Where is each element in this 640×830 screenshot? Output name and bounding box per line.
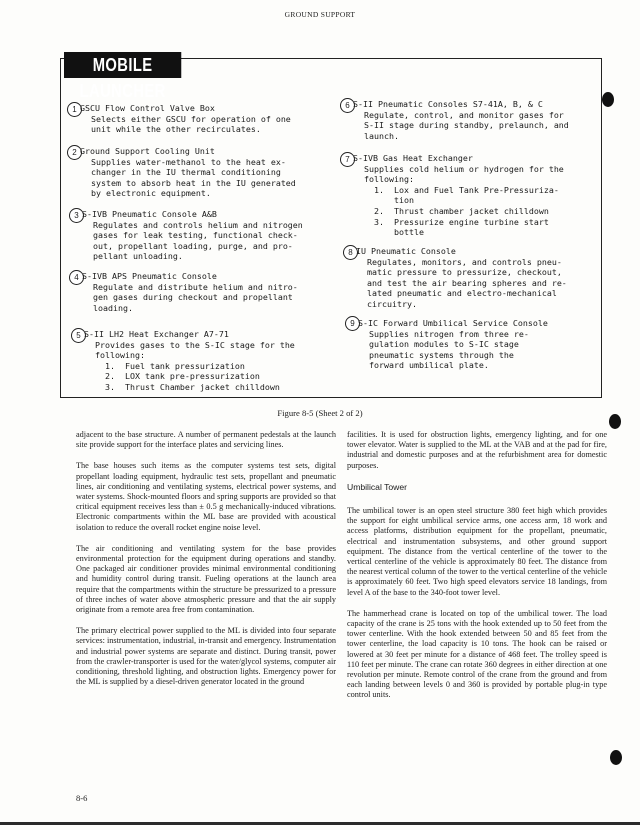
- item-line: out, propellant loading, purge, and pro-: [93, 240, 293, 251]
- figure-item-2: [80, 146, 296, 199]
- callout-number-1: 1: [67, 102, 82, 117]
- item-line: changer in the IU thermal conditioning: [91, 167, 281, 178]
- item-line: gulation modules to S-IC stage: [369, 339, 519, 350]
- body-right-column: [347, 430, 607, 712]
- callout-number-8: 8: [343, 245, 358, 260]
- callout-number-9: 9: [345, 316, 360, 331]
- item-line: gases for leak testing, functional check-: [93, 230, 298, 241]
- body-left-column: [76, 430, 336, 698]
- paragraph: The umbilical tower is an open steel structure 380 feet high which provides the support for eight umbilical service arms, one access arm, 18 work and access platforms, distribution equipment for the propellant, pneumatic, electrical and instrumentation subsystems, and other ground support equipment. The distance from the vertical centerline of the tower to the vertical centerline of the vehicle is approximately 80 feet. The distance from the nearest vertical column of the tower to the vertical centerline of the vehicle is approximately 60 feet. Two high speed elevators service 18 landings, from level A of the base to the 340-foot tower level.: [347, 506, 607, 597]
- page-number: 8-6: [76, 793, 88, 803]
- item-title: S-II Pneumatic Consoles S7-41A, B, & C: [353, 99, 543, 109]
- item-line: Supplies water-methanol to the heat ex-: [91, 156, 286, 167]
- item-line: following:: [95, 350, 145, 361]
- paragraph: facilities. It is used for obstruction lights, emergency lighting, and for one tower elevator. Water is supplied to the ML at the VAB and at the pad for fire, industrial and domestic purposes and at the refurbishment area for domestic purposes.: [347, 430, 607, 470]
- item-title: Ground Support Cooling Unit: [80, 146, 215, 156]
- item-title: S-IVB Gas Heat Exchanger: [353, 153, 473, 163]
- item-line: pellant unloading.: [93, 251, 183, 262]
- paragraph: The primary electrical power supplied to the ML is divided into four separate services: instrumentation, industrial, in-transit and emergency. Instrumentation and industrial power systems are separate and distinct. During transit, power from the crawler-transporter is used for the water/glycol systems, computer air conditioning, threshold lighting, and obstruction lights. Emergency power for the ML is supplied by a diesel-driven generator located in the ground: [76, 626, 336, 687]
- item-line: Supplies cold helium or hydrogen for the: [364, 163, 564, 174]
- item-title: S-II LH2 Heat Exchanger A7-71: [84, 329, 229, 339]
- item-line: and test the air bearing spheres and re-: [367, 277, 567, 288]
- callout-number-7: 7: [340, 152, 355, 167]
- binder-hole-mark: [610, 750, 622, 765]
- paragraph: The hammerhead crane is located on top of the umbilical tower. The load capacity of the crane is 25 tons with the hook extended up to 50 feet from the tower centerline. With the hook extended between 50 and 85 feet from the tower centerline, the load capacity is 10 tons. The hook can be raised or lowered at 30 feet per minute for a distance of 468 feet. The trolley speed is 110 feet per minute. The crane can rotate 360 degrees in either direction at one revolution per minute. Remote control of the crane from the ground and from each landing between levels 0 and 360 is provided by portable plug-in type control units.: [347, 608, 607, 700]
- item-line: matic pressure to pressurize, checkout,: [367, 267, 562, 278]
- figure-caption: Figure 8-5 (Sheet 2 of 2): [277, 408, 363, 418]
- bottom-rule: [0, 822, 640, 825]
- item-line: 1. Lox and Fuel Tank Pre-Pressuriza-: [364, 184, 559, 195]
- item-title: S-IVB APS Pneumatic Console: [82, 271, 217, 281]
- item-line: launch.: [364, 130, 399, 141]
- item-title: S-IC Forward Umbilical Service Console: [358, 318, 548, 328]
- binder-hole-mark: [602, 92, 614, 107]
- item-line: Regulates and controls helium and nitrogen: [93, 219, 303, 230]
- callout-number-5: 5: [71, 328, 86, 343]
- item-line: lated pneumatic and electro-mechanical: [367, 288, 557, 299]
- item-line: loading.: [93, 302, 133, 313]
- figure-item-1: [80, 103, 291, 135]
- item-line: 3. Pressurize engine turbine start: [364, 216, 549, 227]
- item-line: bottle: [364, 227, 424, 238]
- item-line: forward umbilical plate.: [369, 360, 489, 371]
- mobile-launcher-banner: MOBILE LAUNCHER: [64, 52, 181, 78]
- item-line: Provides gases to the S-IC stage for the: [95, 339, 295, 350]
- paragraph: adjacent to the base structure. A number of permanent pedestals at the launch site provide support for the interface plates and servicing lines.: [76, 430, 336, 450]
- callout-number-3: 3: [69, 208, 84, 223]
- item-line: S-II stage during standby, prelaunch, and: [364, 120, 569, 131]
- callout-number-4: 4: [69, 270, 84, 285]
- item-line: 2. Thrust chamber jacket chilldown: [364, 205, 549, 216]
- paragraph: The base houses such items as the computer systems test sets, digital propellant loading equipment, hydraulic test sets, propellant and pneumatic lines, air conditioning and ventilating systems, electrical power systems, and water systems. Shock-mounted floors and spring supports are provided so that critical equipment receives less than ± 0.5 g mechanically-induced vibrations. Electronic compartments within the ML base are provided with acoustical isolation to reduce the overall rocket engine noise level.: [76, 461, 336, 532]
- running-header: GROUND SUPPORT: [284, 10, 356, 19]
- item-line: 2. LOX tank pre-pressurization: [95, 371, 260, 382]
- figure-item-7: [353, 153, 564, 238]
- section-heading: Umbilical Tower: [347, 481, 408, 492]
- item-line: following:: [364, 174, 414, 185]
- figure-item-6: [353, 99, 569, 141]
- item-line: by electronic equipment.: [91, 188, 211, 199]
- item-line: circuitry.: [367, 298, 417, 309]
- binder-hole-mark: [609, 414, 621, 429]
- figure-item-4: [82, 271, 298, 313]
- item-line: 1. Fuel tank pressurization: [95, 360, 245, 371]
- item-line: unit while the other recirculates.: [91, 124, 261, 135]
- item-line: pneumatic systems through the: [369, 349, 514, 360]
- item-line: Regulates, monitors, and controls pneu-: [367, 256, 562, 267]
- item-title: IU Pneumatic Console: [356, 246, 456, 256]
- item-line: gen gases during checkout and propellant: [93, 292, 293, 303]
- figure-item-3: [82, 209, 303, 262]
- item-line: system to absorb heat in the IU generated: [91, 177, 296, 188]
- callout-number-6: 6: [340, 98, 355, 113]
- paragraph: The air conditioning and ventilating system for the base provides environmental protection for the equipment during operations and standby. One packaged air conditioner provides minimal environmental conditioning and humidity control during transit. Fueling operations at the launch area require that the compartments within the structure be pressurized to a pressure of three inches of water above atmospheric pressure and that the air supply originate from a remote area free from contamination.: [76, 543, 336, 615]
- item-line: Regulate, control, and monitor gases for: [364, 109, 564, 120]
- item-line: tion: [364, 195, 414, 206]
- item-line: Supplies nitrogen from three re-: [369, 328, 529, 339]
- callout-number-2: 2: [67, 145, 82, 160]
- item-title: GSCU Flow Control Valve Box: [80, 103, 215, 113]
- item-line: Selects either GSCU for operation of one: [91, 113, 291, 124]
- item-line: Regulate and distribute helium and nitro-: [93, 281, 298, 292]
- item-line: 3. Thrust Chamber jacket chilldown: [95, 381, 280, 392]
- figure-item-8: [356, 246, 567, 310]
- item-title: S-IVB Pneumatic Console A&B: [82, 209, 217, 219]
- figure-item-9: [358, 318, 548, 371]
- figure-item-5: [84, 329, 295, 393]
